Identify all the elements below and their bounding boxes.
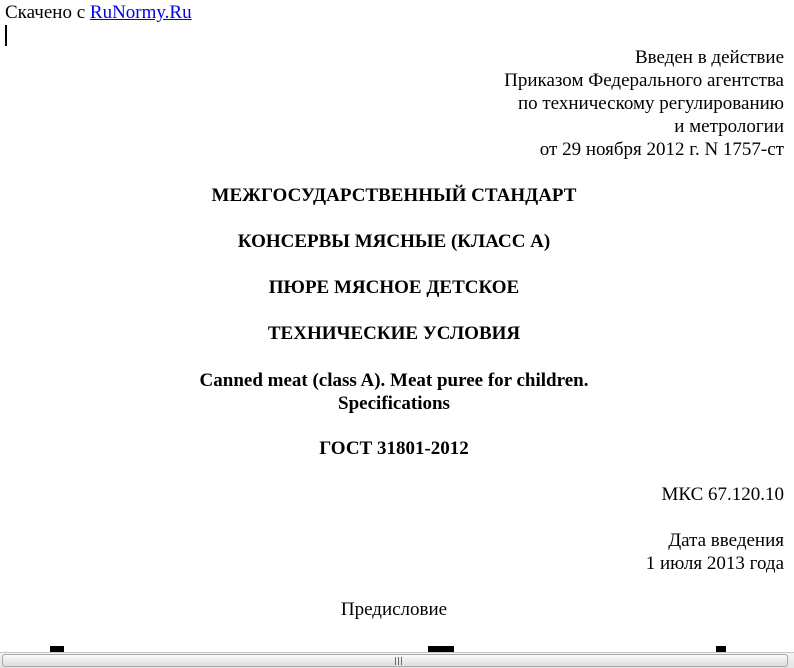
grip-icon — [393, 657, 405, 665]
intro-date-value: 1 июля 2013 года — [645, 553, 784, 574]
horizontal-scrollbar[interactable] — [0, 652, 794, 668]
mks-code — [661, 483, 784, 506]
enactment-line: Приказом Федерального агентства — [504, 70, 784, 91]
enactment-block — [504, 46, 784, 161]
enactment-line: Введен в действие — [634, 47, 784, 68]
download-prefix: Скачено с — [5, 2, 86, 23]
english-title-line-1: Canned meat (class A). Meat puree for children. — [199, 370, 589, 391]
enactment-line: от 29 ноября 2012 г. N 1757-ст — [539, 139, 784, 160]
intro-date-block — [646, 529, 784, 575]
gost-number: ГОСТ 31801-2012 — [319, 438, 469, 459]
intro-date-label: Дата введения — [668, 530, 784, 551]
doc-type-heading: ТЕХНИЧЕСКИЕ УСЛОВИЯ — [267, 323, 521, 344]
english-title-line-2: Specifications — [338, 393, 450, 414]
enactment-line: по техническому регулированию — [517, 93, 784, 114]
mks-code-text: МКС 67.120.10 — [661, 484, 784, 505]
runormy-link[interactable]: RuNormy.Ru — [89, 2, 192, 23]
scrollbar-thumb[interactable] — [2, 654, 788, 667]
product-heading: ПЮРЕ МЯСНОЕ ДЕТСКОЕ — [268, 277, 520, 298]
text-cursor — [5, 25, 7, 46]
product-group-heading: КОНСЕРВЫ МЯСНЫЕ (КЛАСС А) — [237, 231, 551, 252]
enactment-line: и метрологии — [674, 116, 784, 137]
standard-type-heading: МЕЖГОСУДАРСТВЕННЫЙ СТАНДАРТ — [211, 185, 577, 206]
foreword-heading: Предисловие — [340, 599, 448, 620]
download-source-line — [5, 2, 192, 24]
